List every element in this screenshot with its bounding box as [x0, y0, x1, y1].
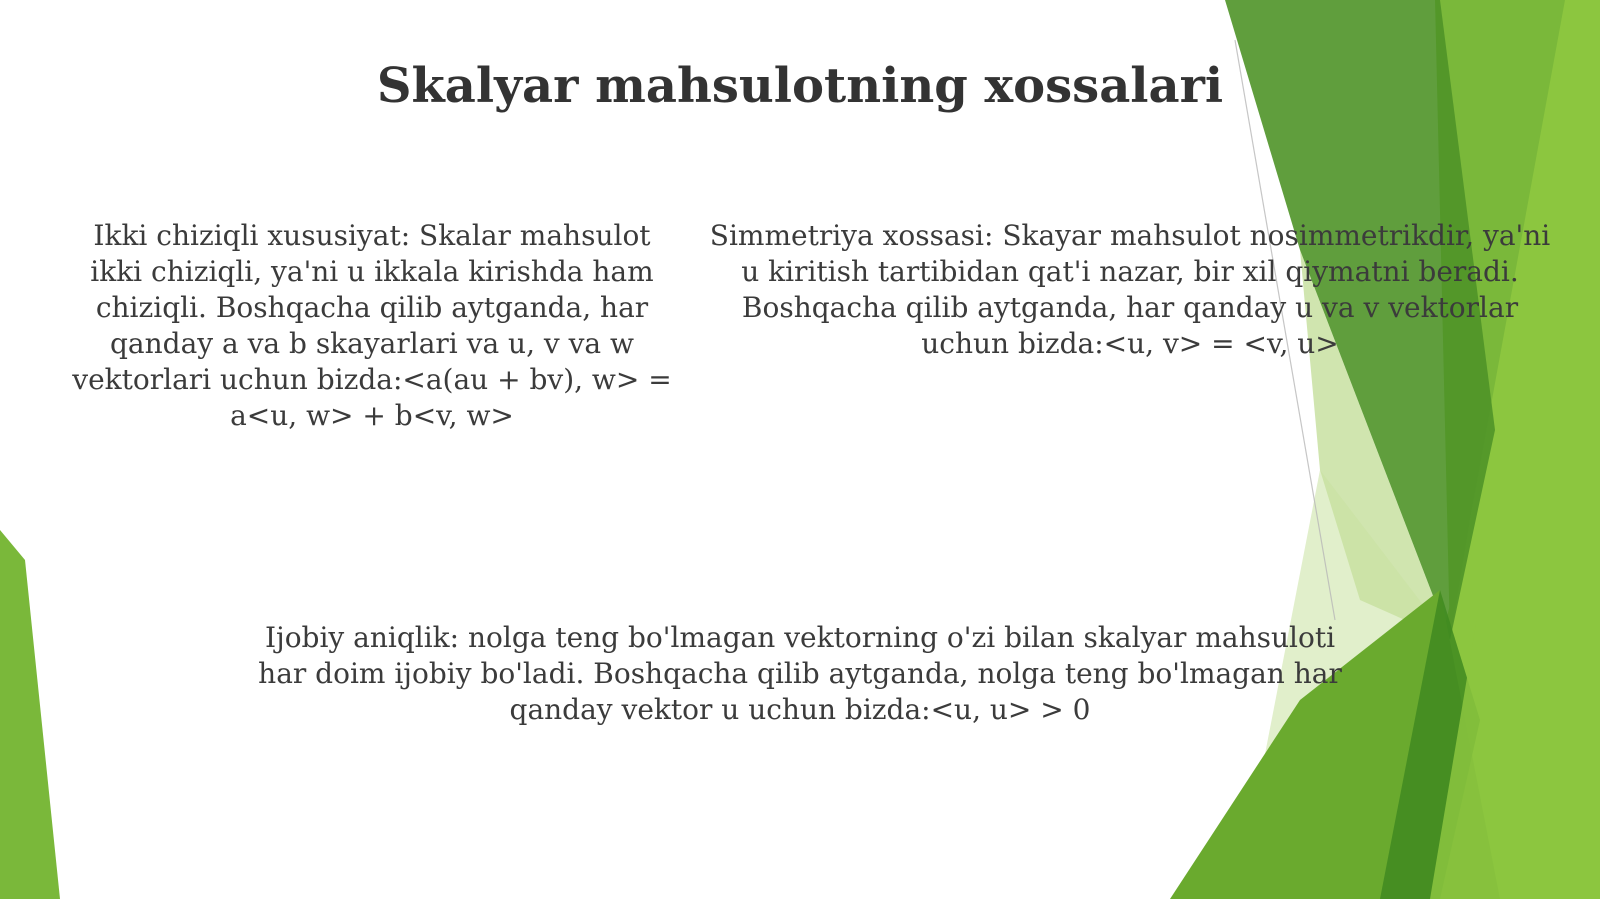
- slide-title: Skalyar mahsulotning xossalari: [376, 58, 1224, 114]
- property-positive-definiteness-text: Ijobiy aniqlik: nolga teng bo'lmagan vektorning o'zi bilan skalyar mahsuloti har doim ijobiy bo'ladi. Boshqacha qilib aytganda, nolga teng bo'lmagan har qanday vektor u uchun bizda:<u, u> > 0: [258, 621, 1342, 726]
- property-bilinearity-text: Ikki chiziqli xususiyat: Skalar mahsulot ikki chiziqli, ya'ni u ikkala kirishda ham chiziqli. Boshqacha qilib aytganda, har qanday a va b skayarlari va u, v va w vektorlari uchun bizda:<a(au + bv), w> = a<u, w> + b<v, w>: [72, 219, 672, 432]
- property-symmetry-text: Simmetriya xossasi: Skayar mahsulot nosimmetrikdir, ya'ni u kiritish tartibidan qat'i nazar, bir xil qiymatni beradi. Boshqacha qilib aytganda, har qanday u va v vektorlar uchun bizda:<u, v> = <v, u>: [709, 219, 1551, 360]
- bg-shape-left: [0, 530, 60, 899]
